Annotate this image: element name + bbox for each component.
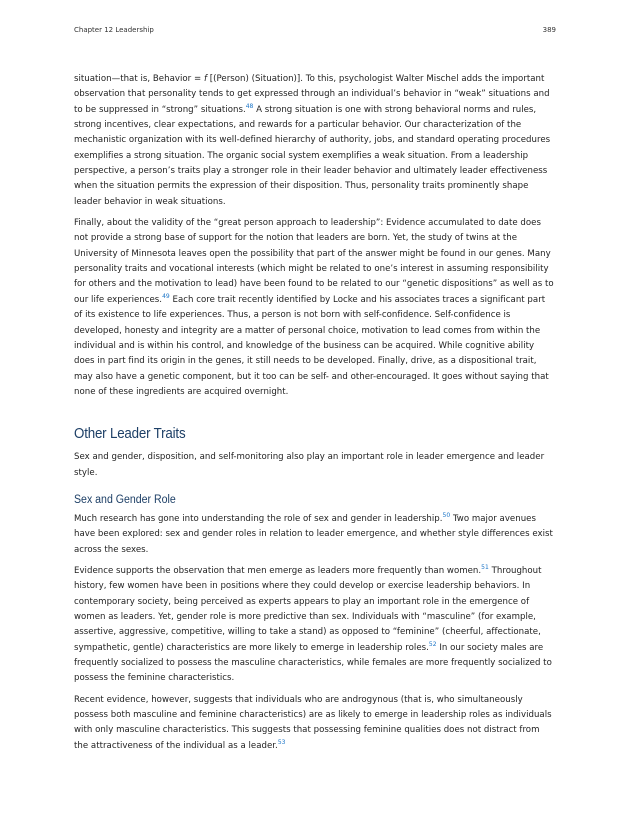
paragraph-text: Evidence supports the observation that men emerge as leaders more frequently than women. — [74, 565, 482, 576]
paragraph-situation — [74, 72, 556, 210]
paragraph-text: [(Person) (Situation)]. To this, psychologist Walter Mischel adds the important observation that personality tends to get expressed through an individual’s behavior in “weak” situations and to be suppressed in “strong” situations. — [74, 74, 550, 115]
footnote-ref-50[interactable]: 50 — [442, 511, 451, 519]
footnote-ref-49[interactable]: 49 — [162, 292, 170, 300]
page-body — [74, 72, 556, 760]
page-number: 389 — [542, 26, 556, 34]
paragraph-text: Throughout history, few women have been in positions where they could develop or exercise leadership behaviors. In contemporary society, being perceived as experts appears to play an important role in the emergence of women as leaders. Yet, gender role is more predictive than sex. Individuals with “masculine” (for example, assertive, aggressive, competitive, willing to take a stand) as opposed to “feminine” (cheerful, affectionate, sympathetic, gentle) characteristics are more likely to emerge in leadership roles. — [74, 565, 542, 653]
section-heading-other-leader-traits: Other Leader Traits — [74, 426, 186, 443]
paragraph-text: Two major avenues have been explored: sex and gender roles in relation to leader emergence, and whether style differences exist across the sexes. — [74, 513, 553, 555]
footnote-ref-48[interactable]: 48 — [245, 102, 254, 110]
paragraph-text: situation—that is, Behavior = — [74, 74, 204, 84]
subsection-heading-sex-gender-role: Sex and Gender Role — [74, 493, 176, 506]
paragraph-text: Much research has gone into understanding the role of sex and gender in leadership. — [74, 513, 443, 524]
page-header — [74, 26, 556, 38]
footnote-ref-51[interactable]: 51 — [481, 563, 489, 571]
paragraph-text: Each core trait recently identified by Locke and his associates traces a significant part of its existence to life experiences. Thus, a person is not born with self-confidence. Self-confidence is developed, honesty and integrity are a matter of personal choice, motivation to lead comes from within the individual and is within his control, and knowledge of the business can be acquired. While cognitive ability does in part find its origin in the genes, it still needs to be developed. Finally, drive, as a dispositional trait, may also have a genetic component, but it too can be self- and other-encouraged. It goes without saying that none of these ingredients are acquired overnight. — [74, 294, 549, 397]
paragraph-great-person — [74, 216, 556, 400]
paragraph-text: A strong situation is one with strong behavioral norms and rules, strong incentives, clear expectations, and rewards for a particular behavior. Our characterization of the mechanistic organization with its well-defined hierarchy of authority, jobs, and standard operating procedures exemplifies a strong situation. The organic social system exemplifies a weak situation. From a leadership perspective, a person’s traits play a stronger role in their leader behavior and ultimately leader effectiveness when the situation permits the expression of their disposition. Thus, personality traits prominently shape leader behavior in weak situations. — [74, 104, 551, 207]
footnote-ref-52[interactable]: 52 — [428, 640, 437, 648]
chapter-title: Chapter 12 Leadership — [74, 26, 154, 34]
paragraph-sex-gender-research — [74, 512, 556, 558]
footnote-ref-53[interactable]: 53 — [277, 738, 286, 746]
paragraph-other-traits-intro: Sex and gender, disposition, and self-monitoring also play an important role in leader emergence and leader style. — [74, 452, 545, 478]
paragraph-text: In our society males are frequently socialized to possess the masculine characteristics, while females are more frequently socialized to possess the feminine characteristics. — [74, 642, 552, 684]
paragraph-text: Recent evidence, however, suggests that individuals who are androgynous (that is, who simultaneously possess both masculine and feminine characteristics) are as likely to emerge in leadership roles as individuals with only masculine characteristics. This suggests that possessing feminine qualities does not distract from the attractiveness of the individual as a leader. — [74, 694, 552, 751]
paragraph-men-emerge — [74, 564, 556, 687]
paragraph-text: Finally, about the validity of the “great person approach to leadership”: Evidence accumulated to date does not provide a strong base of support for the notion that leaders are born. Yet, the study of twins at the University of Minnesota leaves open the possibility that part of the answer might be found in our genes. Many personality traits and vocational interests (which might be related to one’s interest in assuming responsibility for others and the motivation to lead) have been found to be related to our “genetic dispositions” as well as to our life experiences. — [74, 218, 554, 305]
function-symbol: f — [203, 74, 207, 84]
paragraph-androgynous — [74, 693, 556, 754]
